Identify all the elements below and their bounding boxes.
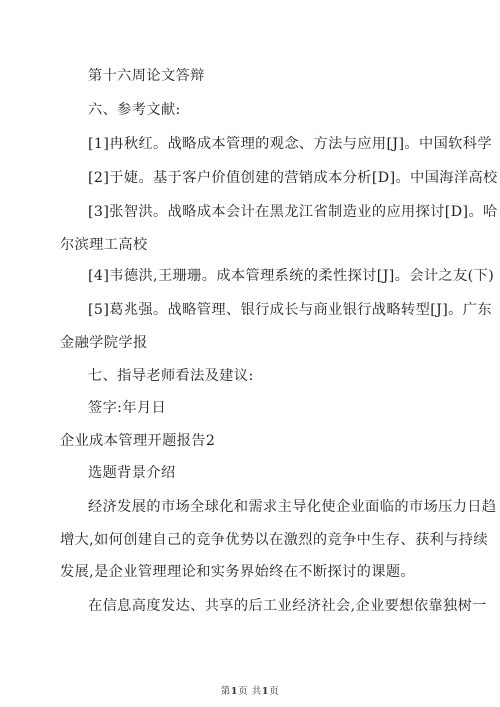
section-heading: 七、指导老师看法及建议: xyxy=(88,368,254,384)
signature-line: 签字:年月日 xyxy=(88,400,167,416)
paragraph-line: 在信息高度发达、共享的后工业经济社会,企业要想依靠独树一 xyxy=(88,598,487,614)
page-label-prefix: 第 xyxy=(220,686,231,697)
text-line: 第十六周论文答辩 xyxy=(88,68,205,84)
reference-item: [4]韦德洪,王珊珊。成本管理系统的柔性探讨[J]。会计之友(下) xyxy=(88,268,495,284)
subsection-heading: 选题背景介绍 xyxy=(88,465,176,481)
reference-item-continuation: 金融学院学报 xyxy=(60,335,148,351)
section-heading: 六、参考文献: xyxy=(88,102,181,118)
reference-item: [2]于婕。基于客户价值创建的营销成本分析[D]。中国海洋高校 xyxy=(88,170,498,186)
document-title: 企业成本管理开题报告2 xyxy=(60,433,216,449)
paragraph-line: 发展,是企业管理理论和实务界始终在不断探讨的课题。 xyxy=(60,564,416,580)
page-current: 1 xyxy=(230,686,239,697)
paragraph-line: 增大,如何创建自己的竞争优势以在激烈的竞争中生存、获利与持续 xyxy=(60,532,488,548)
page-footer xyxy=(0,683,500,697)
page-label-suffix: 页 xyxy=(269,686,280,697)
paragraph-line: 经济发展的市场全球化和需求主导化使企业面临的市场压力日趋 xyxy=(88,499,497,515)
reference-item-continuation: 尔滨理工高校 xyxy=(60,237,148,253)
reference-item: [1]冉秋红。战略成本管理的观念、方法与应用[J]。中国软科学 xyxy=(88,136,492,152)
page-total: 1 xyxy=(261,686,270,697)
reference-item: [5]葛兆强。战略管理、银行成长与商业银行战略转型[J]。广东 xyxy=(88,302,492,318)
reference-item: [3]张智洪。战略成本会计在黑龙江省制造业的应用探讨[D]。哈 xyxy=(88,204,498,220)
page-label-mid: 页 共 xyxy=(238,686,262,697)
